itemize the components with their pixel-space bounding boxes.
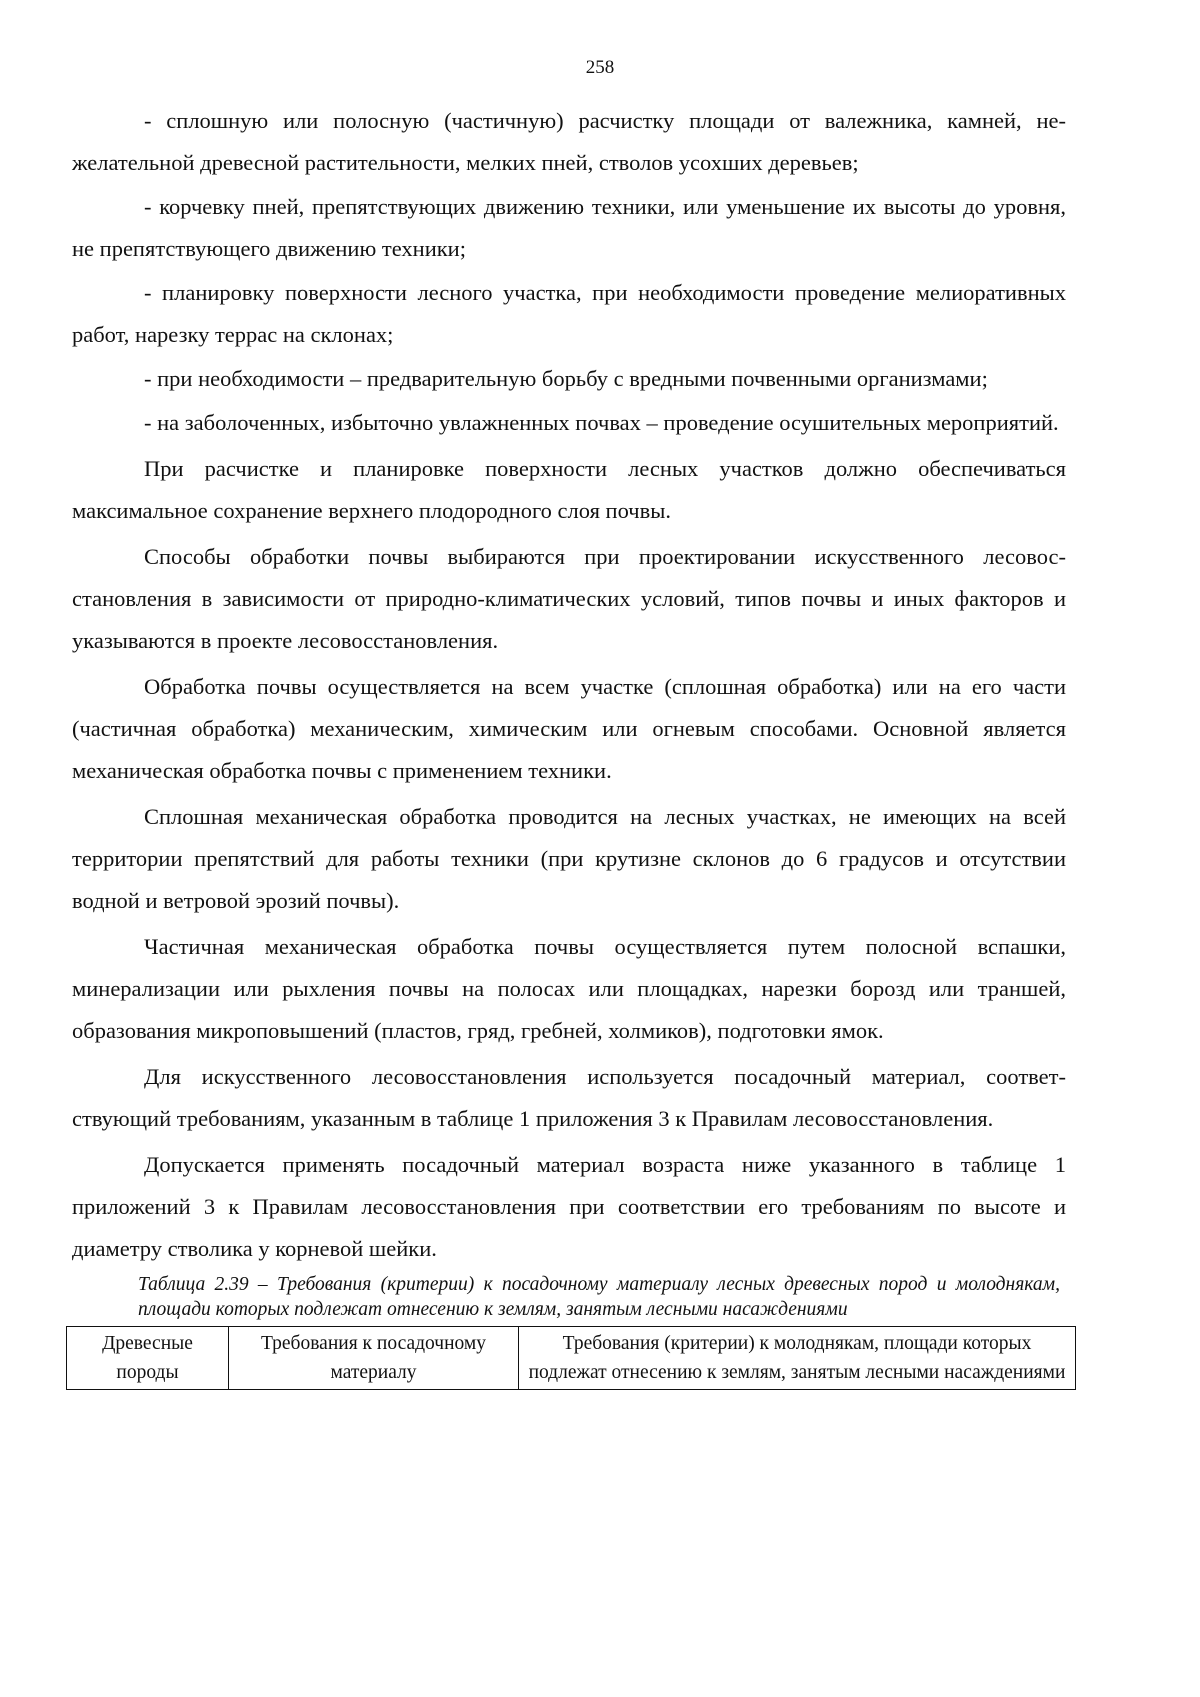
table-header-young-stands: Требования (критерии) к молоднякам, площади которых подлежат отнесению к землям, занятым лесными насаждениями bbox=[519, 1327, 1076, 1390]
paragraph-continuous-treatment: Сплошная механическая обработка проводится на лесных участках, не имеющих на всей территории препятствий для работы техники (при крутизне склонов до 6 градусов и отсутствии водной и ветровой эрозий почвы). bbox=[72, 804, 1066, 913]
page-number: 258 bbox=[585, 57, 615, 78]
paragraph-list-item-stump-removal: - корчевку пней, препятствующих движению техники, или уменьшение их высоты до уровня, не препятствующего движению техники; bbox=[72, 194, 1066, 261]
paragraph-soil-treatment-types: Обработка почвы осуществляется на всем участке (сплошная обработка) или на его части (частичная обработка) механическим, химическим или огневым способами. Основной является механическая обработка почвы с применением техники. bbox=[72, 674, 1066, 783]
paragraph-list-item-pest-control: - при необходимости – предварительную борьбу с вредными почвенными организмами; bbox=[144, 366, 988, 391]
table-header-planting-material: Требования к посадочному материалу bbox=[229, 1327, 519, 1390]
table-header-row bbox=[67, 1327, 1076, 1390]
paragraph-planting-material: Для искусственного лесовосстановления используется посадочный материал, соответствующий требованиям, указанным в таблице 1 приложения 3 к Правилам лесовосстановления. bbox=[72, 1064, 1066, 1131]
requirements-table bbox=[66, 1326, 1076, 1390]
page-body bbox=[72, 100, 1066, 1390]
paragraph-list-item-levelling: - планировку поверхности лесного участка, при необходимости проведение мелиоративных работ, нарезку террас на склонах; bbox=[72, 280, 1066, 347]
paragraph-planting-material-age: Допускается применять посадочный материал возраста ниже указанного в таблице 1 приложений 3 к Правилам лесовосстановления при соответствии его требованиям по высоте и диаметру стволика у корневой шейки. bbox=[72, 1152, 1066, 1261]
paragraph-list-item-clearing: - сплошную или полосную (частичную) расчистку площади от валежника, камней, нежелательной древесной растительности, мелких пней, стволов усохших деревьев; bbox=[72, 108, 1066, 175]
table-caption: Таблица 2.39 – Требования (критерии) к посадочному материалу лесных древесных пород и молоднякам, площади которых подлежат отнесению к землям, занятым лесными насаждениями bbox=[138, 1274, 1060, 1320]
paragraph-partial-treatment: Частичная механическая обработка почвы осуществляется путем полосной вспашки, минерализации или рыхления почвы на полосах или площадках, нарезки борозд или траншей, образования микроповышений (пластов, гряд, гребней, холмиков), подготовки ямок. bbox=[72, 934, 1066, 1043]
paragraph-soil-preservation: При расчистке и планировке поверхности лесных участков должно обеспечиваться максимальное сохранение верхнего плодородного слоя почвы. bbox=[72, 456, 1066, 523]
table-header-tree-species: Древесные породы bbox=[67, 1327, 229, 1390]
paragraph-list-item-drainage: - на заболоченных, избыточно увлажненных почвах – проведение осушительных мероприятий. bbox=[144, 410, 1059, 435]
paragraph-soil-treatment-methods: Способы обработки почвы выбираются при проектировании искусственного лесовосстановления в зависимости от природно-климатических условий, типов почвы и иных факторов и указываются в проекте лесовосстановления. bbox=[72, 544, 1066, 653]
